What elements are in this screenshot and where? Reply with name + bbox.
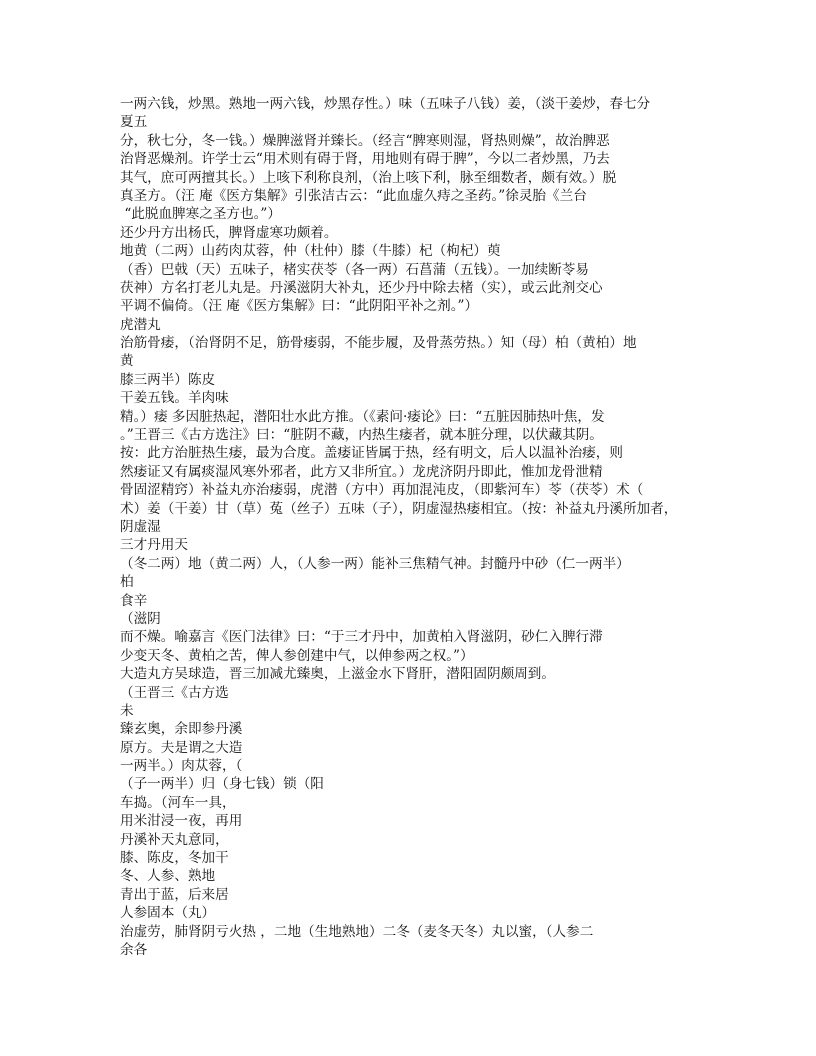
text-line: 一两半。）肉苁蓉，（ bbox=[120, 758, 243, 775]
text-line: 精。）痿 多因脏热起，潜阳壮水此方推。（《素问·痿论》曰：“五脏因肺热叶焦，发 bbox=[120, 408, 605, 425]
text-line: 余各 bbox=[120, 941, 148, 958]
text-line: 青出于蓝，后来居 bbox=[120, 886, 229, 903]
document-body bbox=[120, 95, 740, 959]
text-line: 车捣。（河车一具， bbox=[120, 794, 236, 811]
text-line: 虎潜丸 bbox=[120, 316, 161, 333]
text-line: 茯神）方名打老儿丸是。丹溪滋阴大补丸，还少丹中除去楮（实），或云此剂交心 bbox=[120, 279, 603, 296]
text-line: 三才丹用天 bbox=[120, 537, 188, 554]
text-line: 还少丹方出杨氏，脾肾虚寒功颇着。 bbox=[120, 224, 338, 241]
text-line: 然痿证又有属痰湿风寒外邪者，此方又非所宜。）龙虎济阴丹即此，惟加龙骨泄精 bbox=[120, 463, 603, 480]
text-line: 治肾恶燥剂。许学士云“用术则有碍于肾，用地则有碍于脾”，今以二者炒黑，乃去 bbox=[120, 151, 610, 168]
text-line: 用米泔浸一夜，再用 bbox=[120, 813, 243, 830]
text-line: （子一两半）归（身七钱）锁（阳 bbox=[120, 776, 324, 793]
text-line: 而不燥。喻嘉言《医门法律》曰：“于三才丹中，加黄柏入肾滋阴，砂仁入脾行滞 bbox=[120, 629, 603, 646]
text-line: 冬、人参、熟地 bbox=[120, 868, 216, 885]
text-line: 柏 bbox=[120, 574, 134, 591]
text-line: 阴虚湿 bbox=[120, 518, 161, 535]
text-line: 按：此方治脏热生痿，最为合度。盖痿证皆属于热，经有明文，后人以温补治痿，则 bbox=[120, 445, 623, 462]
text-line: 人参固本（丸） bbox=[120, 905, 216, 922]
text-line: （滋阴 bbox=[120, 610, 161, 627]
text-line: 治虚劳，肺肾阴亏火热 ，二地（生地熟地）二冬（麦冬天冬）丸以蜜，（人参二 bbox=[120, 923, 594, 940]
text-line: 少变天冬、黄柏之苦，俾人参创建中气，以伸参两之权。”） bbox=[120, 647, 474, 664]
text-line: 。”王晋三《古方选注》曰：“脏阴不藏，内热生痿者，就本脏分理，以伏藏其阴。 bbox=[120, 427, 603, 444]
text-line: 一两六钱，炒黑。熟地一两六钱，炒黑存性。）味（五味子八钱）姜，（淡干姜炒，春七分 bbox=[120, 96, 651, 112]
text-line: 食辛 bbox=[120, 592, 148, 609]
text-line: （王晋三《古方选 bbox=[120, 684, 229, 701]
text-line: 平调不偏倚。（汪 庵《医方集解》曰：“此阴阳平补之剂。”） bbox=[120, 298, 479, 315]
text-line: 膝三两半）陈皮 bbox=[120, 371, 216, 388]
text-line: 未 bbox=[120, 702, 134, 719]
text-line: 骨固涩精窍）补益丸亦治痿弱，虎潜（方中）再加混沌皮，（即紫河车）苓（茯苓）术（ bbox=[120, 482, 644, 499]
text-line: 分，秋七分，冬一钱。）燥脾滋肾并臻长。（经言“脾寒则湿，肾热则燥”，故治脾恶 bbox=[120, 132, 610, 149]
text-line: 原方。夫是谓之大造 bbox=[120, 739, 243, 756]
text-line: （冬二两）地（黄二两）人，（人参一两）能补三焦精气神。封髓丹中砂（仁一两半） bbox=[120, 555, 630, 572]
text-line: 术）姜（干姜）甘（草）菟（丝子）五味（子），阴虚湿热痿相宜。（按：补益丸丹溪所加者， bbox=[120, 500, 678, 517]
text-line: 治筋骨痿，（治肾阴不足，筋骨痿弱，不能步履，及骨蒸劳热。）知（母）柏（黄柏）地 bbox=[120, 335, 637, 352]
text-line: 丹溪补天丸意同， bbox=[120, 831, 229, 848]
text-line: 真圣方。（汪 庵《医方集解》引张洁古云：“此血虚久痔之圣药。”徐灵胎《兰台 bbox=[120, 187, 587, 204]
text-line: 黄 bbox=[120, 353, 134, 370]
text-line: 大造丸方吴球造，晋三加减尤臻奥，上滋金水下肾肝，潜阳固阴颇周到。 bbox=[120, 666, 555, 683]
text-line: 干姜五钱。羊肉味 bbox=[120, 390, 229, 407]
text-line: （香）巴戟（天）五味子，楮实茯苓（各一两）石菖蒲（五钱）。一加续断苓易 bbox=[120, 261, 589, 278]
text-line: 其气，庶可两擅其长。）上咳下利称良剂，（治上咳下利，脉至细数者，颇有效。）脱 bbox=[120, 169, 617, 186]
text-line: “此脱血脾寒之圣方也。”） bbox=[120, 206, 281, 223]
text-line: 膝、陈皮，冬加干 bbox=[120, 850, 229, 867]
text-line: 地黄（二两）山药肉苁蓉，仲（杜仲）膝（牛膝）杞（枸杞）萸 bbox=[120, 243, 501, 260]
text-line: 臻玄奥，余即参丹溪 bbox=[120, 721, 243, 738]
text-line: 夏五 bbox=[120, 114, 148, 131]
